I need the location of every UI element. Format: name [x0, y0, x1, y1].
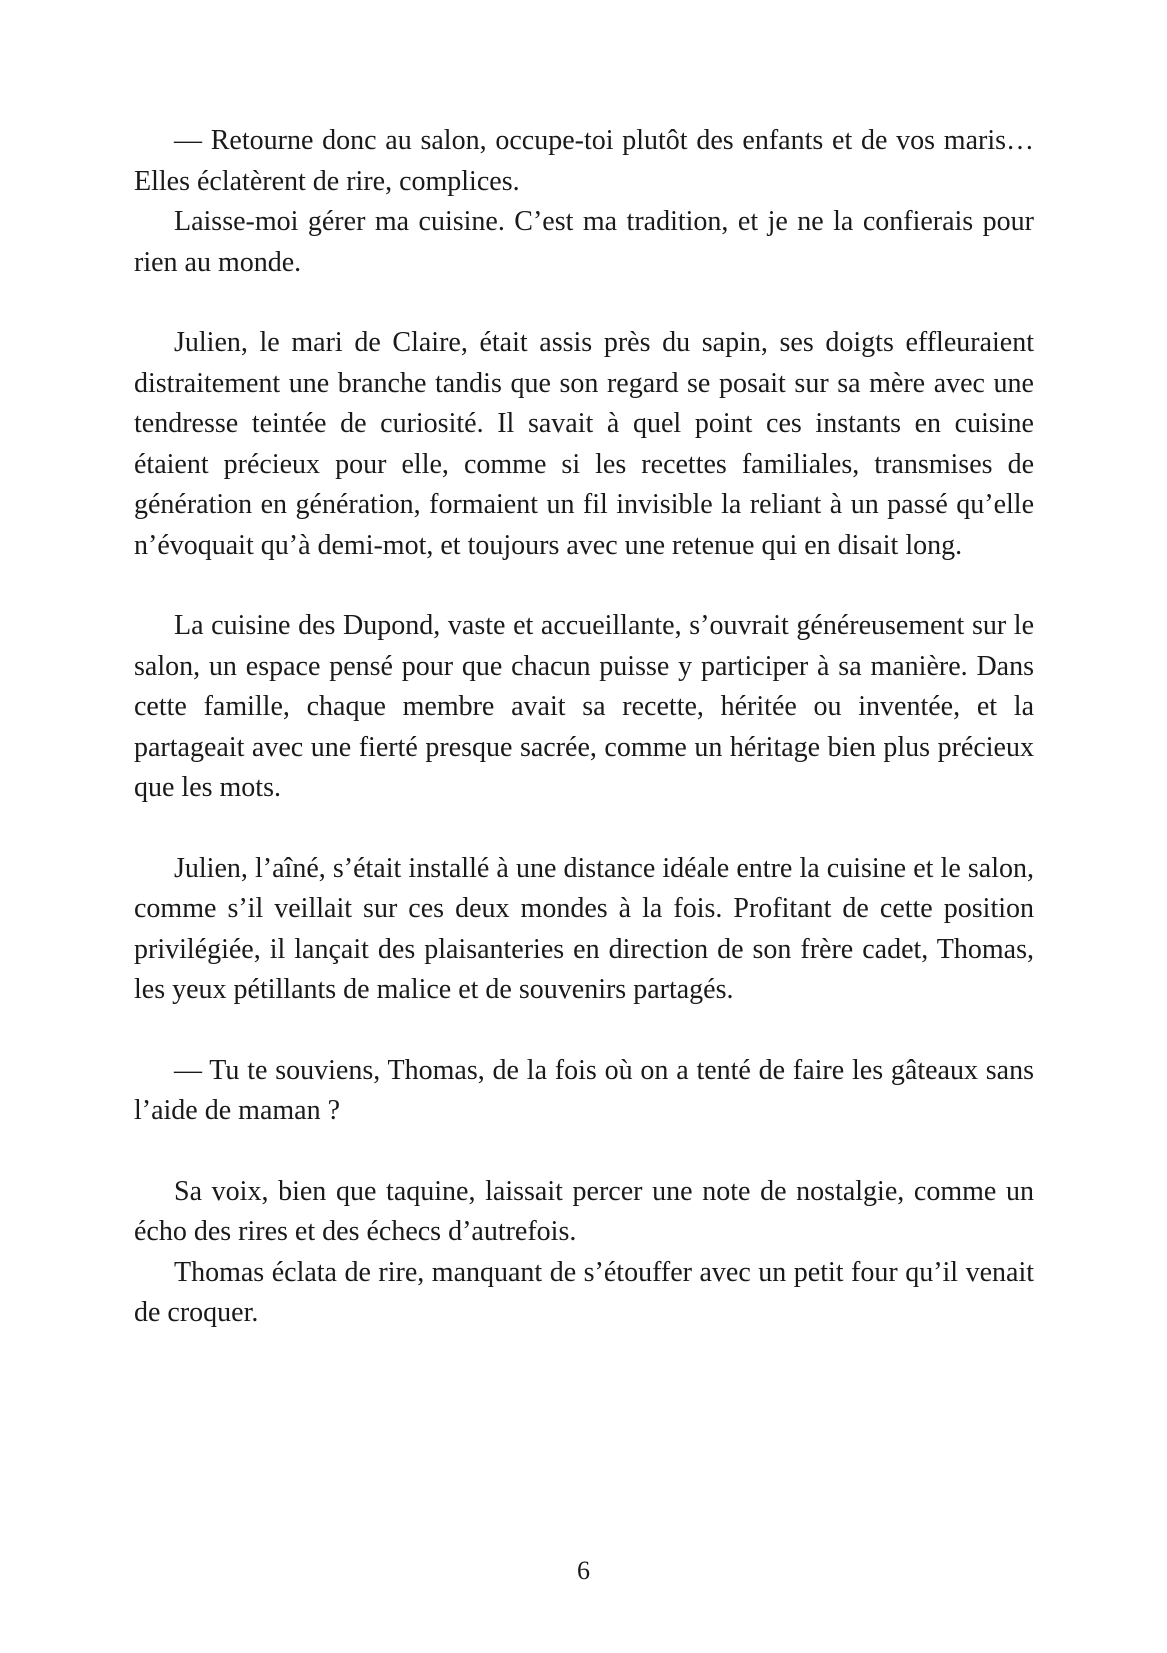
- paragraph-julien-aine: Julien, l’aîné, s’était installé à une distance idéale entre la cuisine et le salon, comme s’il veillait sur ces deux mondes à la fois. Profitant de cette position privilégiée, il lançait des plaisanteries en direction de son frère cadet, Thomas, les yeux pétillants de malice et de souvenirs partagés.: [134, 852, 1034, 1005]
- paragraph-sa-voix: Sa voix, bien que taquine, laissait percer une note de nostalgie, comme un écho des rires et des échecs d’autrefois.: [134, 1175, 1034, 1247]
- paragraph-dialogue-salon: — Retourne donc au salon, occupe-toi plutôt des enfants et de vos maris… Elles éclatèrent de rire, complices.: [134, 125, 1034, 197]
- paragraph-laisse-moi: Laisse-moi gérer ma cuisine. C’est ma tradition, et je ne la confierais pour rien au monde.: [134, 206, 1034, 278]
- paragraph-thomas-eclata: Thomas éclata de rire, manquant de s’étouffer avec un petit four qu’il venait de croquer.: [134, 1256, 1034, 1328]
- paragraph-cuisine-dupond: La cuisine des Dupond, vaste et accueillante, s’ouvrait généreusement sur le salon, un espace pensé pour que chacun puisse y participer à sa manière. Dans cette famille, chaque membre avait sa recette, héritée ou inventée, et la partageait avec une fierté presque sacrée, comme un héritage bien plus précieux que les mots.: [134, 610, 1034, 803]
- paragraph-julien-sapin: Julien, le mari de Claire, était assis près du sapin, ses doigts effleuraient distraitement une branche tandis que son regard se posait sur sa mère avec une tendresse teintée de curiosité. Il savait à quel point ces instants en cuisine étaient précieux pour elle, comme si les recettes familiales, transmises de génération en génération, formaient un fil invisible la reliant à un passé qu’elle n’évoquait qu’à demi-mot, et toujours avec une retenue qui en disait long.: [134, 327, 1034, 561]
- body-text: [134, 121, 1034, 1334]
- page-number: 6: [577, 1556, 590, 1585]
- paragraph-dialogue-gateaux: — Tu te souviens, Thomas, de la fois où on a tenté de faire les gâteaux sans l’aide de maman ?: [134, 1054, 1034, 1126]
